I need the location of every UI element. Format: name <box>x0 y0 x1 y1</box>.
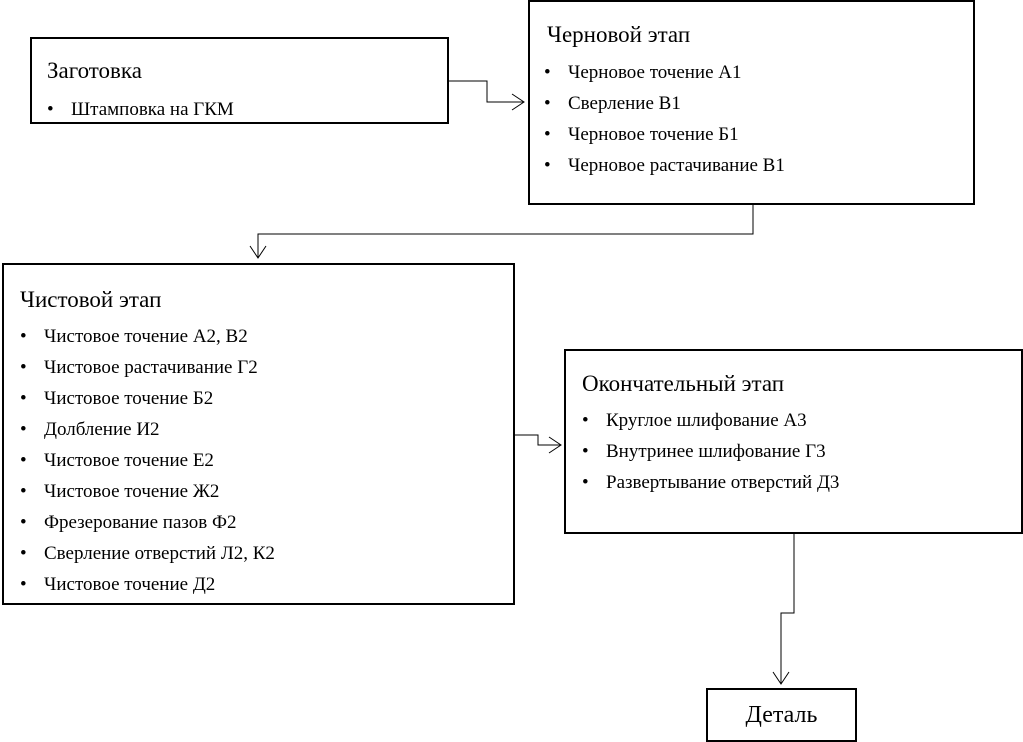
arrow-blank-to-rough <box>447 81 524 102</box>
bullet-icon: • <box>20 450 27 471</box>
list-item <box>582 405 839 436</box>
bullet-icon: • <box>582 410 589 431</box>
bullet-icon: • <box>20 543 27 564</box>
list-item-text: Сверление В1 <box>568 93 681 114</box>
list-item <box>47 94 234 125</box>
bullet-icon: • <box>544 155 551 176</box>
list-item-text: Штамповка на ГКМ <box>71 99 234 120</box>
list-item-text: Сверление отверстий Л2, К2 <box>44 543 275 564</box>
list-item-text: Чистовое точение Д2 <box>44 574 216 595</box>
list-item-text: Чистовое растачивание Г2 <box>44 357 258 378</box>
arrow-final-to-part <box>781 533 794 684</box>
list-item <box>582 436 839 467</box>
list-item-text: Круглое шлифование А3 <box>606 410 807 431</box>
list-item <box>20 538 275 569</box>
list-item <box>544 150 785 181</box>
list-item-text: Чистовое точение Ж2 <box>44 481 220 502</box>
bullet-icon: • <box>582 441 589 462</box>
list-item-text: Внутринее шлифование Г3 <box>606 441 826 462</box>
arrow-rough-to-finish <box>258 203 753 258</box>
bullet-icon: • <box>20 512 27 533</box>
list-item <box>544 119 785 150</box>
bullet-icon: • <box>20 326 27 347</box>
stage-title: Заготовка <box>47 58 142 83</box>
result-label: Деталь <box>745 701 818 728</box>
result-box <box>706 688 857 742</box>
stage-title: Черновой этап <box>547 22 691 47</box>
list-item <box>20 352 275 383</box>
list-item <box>20 383 275 414</box>
list-item-text: Долбление И2 <box>44 419 160 440</box>
bullet-icon: • <box>20 357 27 378</box>
list-item <box>20 569 275 600</box>
list-item <box>20 476 275 507</box>
stage-box-final <box>564 349 1023 534</box>
bullet-icon: • <box>544 93 551 114</box>
list-item-text: Чистовое точение Б2 <box>44 388 214 409</box>
stage-item-list <box>582 405 839 498</box>
stage-box-rough <box>528 0 975 205</box>
bullet-icon: • <box>544 124 551 145</box>
list-item <box>20 414 275 445</box>
bullet-icon: • <box>20 481 27 502</box>
list-item-text: Черновое точение А1 <box>568 62 742 83</box>
list-item <box>20 321 275 352</box>
list-item <box>544 57 785 88</box>
stage-box-finish <box>2 263 515 605</box>
bullet-icon: • <box>20 419 27 440</box>
stage-item-list <box>544 57 785 181</box>
list-item-text: Черновое точение Б1 <box>568 124 739 145</box>
list-item-text: Развертывание отверстий Д3 <box>606 472 840 493</box>
stage-title: Окончательный этап <box>582 371 785 396</box>
list-item <box>20 507 275 538</box>
bullet-icon: • <box>20 574 27 595</box>
bullet-icon: • <box>20 388 27 409</box>
stage-box-blank <box>30 37 449 124</box>
list-item-text: Чистовое точение А2, В2 <box>44 326 248 347</box>
list-item <box>20 445 275 476</box>
bullet-icon: • <box>582 472 589 493</box>
list-item <box>582 467 839 498</box>
list-item-text: Фрезерование пазов Ф2 <box>44 512 237 533</box>
stage-title: Чистовой этап <box>20 287 162 312</box>
list-item <box>544 88 785 119</box>
list-item-text: Чистовое точение Е2 <box>44 450 214 471</box>
list-item-text: Черновое растачивание В1 <box>568 155 785 176</box>
stage-item-list <box>47 94 234 125</box>
stage-item-list <box>20 321 275 600</box>
bullet-icon: • <box>47 99 54 120</box>
bullet-icon: • <box>544 62 551 83</box>
